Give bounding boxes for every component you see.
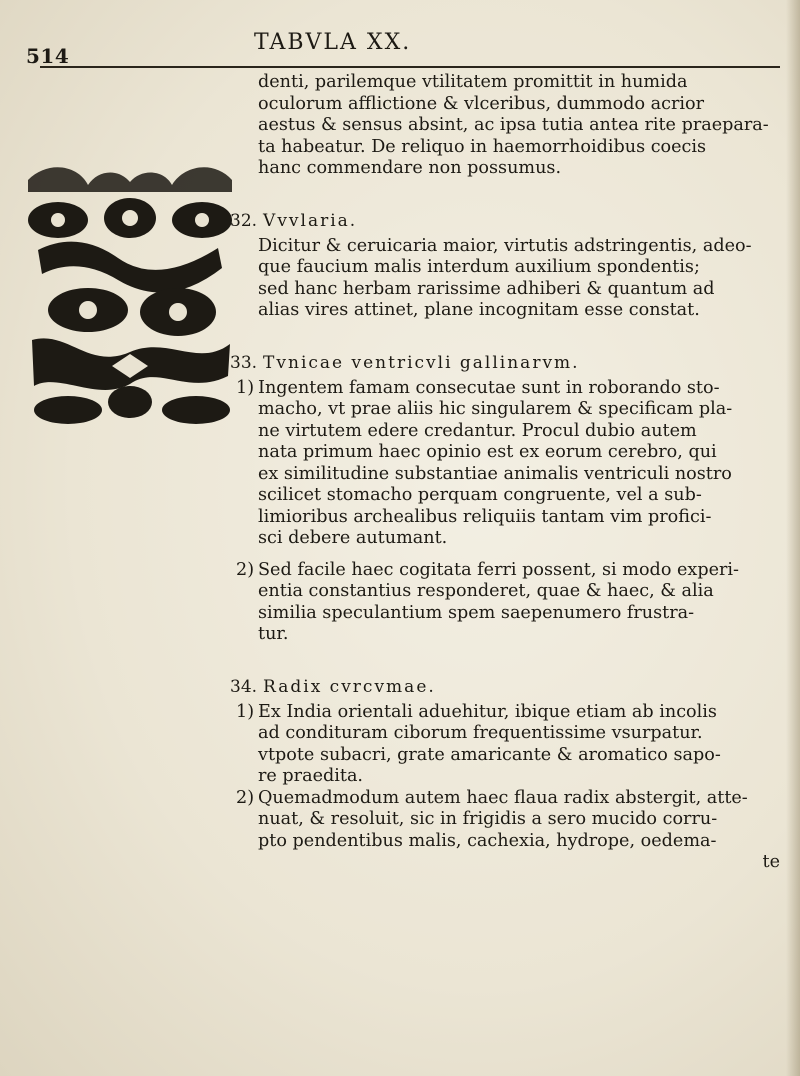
text-line: sci debere autumant.	[258, 528, 448, 548]
item-marker: 2)	[236, 559, 255, 580]
page-number: 514	[26, 44, 70, 68]
list-item	[236, 377, 780, 550]
text-line: Ingentem famam consecutae sunt in roborando sto-	[258, 377, 720, 398]
text-line: denti, parilemque vtilitatem promittit in humida	[258, 72, 688, 92]
text-line: vtpote subacri, grate amaricante & aromatico sapo-	[258, 744, 721, 765]
text-line: alias vires attinet, plane incognitam esse constat.	[258, 300, 700, 320]
section-number: 32.	[230, 210, 258, 231]
section-32	[230, 210, 780, 322]
text-line: entia constantius responderet, quae & haec, & alia	[258, 581, 714, 601]
text-line: nuat, & resoluit, sic in frigidis a sero mucido corru-	[258, 809, 718, 829]
text-line: similia speculantium spem saepenumero frustra-	[258, 602, 695, 623]
running-head: TABVLA XX.	[254, 30, 412, 55]
text-line: ne virtutem edere credantur. Procul dubio autem	[258, 420, 697, 441]
section-heading	[230, 352, 780, 374]
text-line: que faucium malis interdum auxilium spondentis;	[258, 257, 700, 277]
header-rule	[40, 66, 780, 68]
intro-paragraph	[258, 72, 780, 180]
text-line: tur.	[258, 624, 289, 644]
section-number: 34.	[230, 676, 258, 697]
section-title: Radix cvrcvmae.	[263, 676, 436, 697]
text-line: Sed facile haec cogitata ferri possent, si modo experi-	[258, 559, 739, 580]
section-heading	[230, 676, 780, 698]
section-34	[230, 676, 780, 874]
item-marker: 1)	[236, 377, 255, 398]
list-item	[236, 787, 780, 874]
list-item	[236, 701, 780, 788]
text-line: oculorum afflictione & vlceribus, dummodo acrior	[258, 93, 705, 114]
item-marker: 2)	[236, 787, 255, 808]
item-marker: 1)	[236, 701, 255, 722]
section-heading	[230, 210, 780, 232]
text-line: macho, vt prae aliis hic singularem & specificam pla-	[258, 399, 733, 419]
text-line: ex similitudine substantiae animalis ventriculi nostro	[258, 463, 732, 484]
list-item	[236, 559, 780, 646]
text-line: nata primum haec opinio est ex eorum cerebro, qui	[258, 442, 717, 462]
text-line: re praedita.	[258, 766, 364, 786]
section-33	[230, 352, 780, 646]
section-number: 33.	[230, 352, 258, 373]
text-line: pto pendentibus malis, cachexia, hydrope, oedema-	[258, 830, 717, 851]
section-title: Tvnicae ventricvli gallinarvm.	[263, 352, 580, 373]
text-line: aestus & sensus absint, ac ipsa tutia antea rite praepara-	[258, 115, 769, 135]
text-line: te	[762, 852, 780, 872]
text-line: limioribus archealibus reliquiis tantam vim profici-	[258, 506, 712, 527]
section-title: Vvvlaria.	[263, 210, 358, 231]
text-line: sed hanc herbam rarissime adhiberi & quantum ad	[258, 278, 715, 299]
text-line: Dicitur & ceruicaria maior, virtutis adstringentis, adeo-	[258, 235, 752, 256]
decorative-vignette-icon	[18, 140, 242, 430]
page-edge-shadow	[786, 0, 800, 1076]
body-text	[230, 72, 780, 874]
text-line: Quemadmodum autem haec flaua radix abstergit, atte-	[258, 787, 748, 808]
text-line: hanc commendare non possumus.	[258, 158, 562, 178]
text-line: ad condituram ciborum frequentissime vsurpatur.	[258, 723, 703, 743]
text-line: ta habeatur. De reliquo in haemorrhoidibus coecis	[258, 136, 707, 157]
text-line: scilicet stomacho perquam congruente, vel a sub-	[258, 485, 702, 505]
text-line: Ex India orientali aduehitur, ibique etiam ab incolis	[258, 701, 717, 722]
